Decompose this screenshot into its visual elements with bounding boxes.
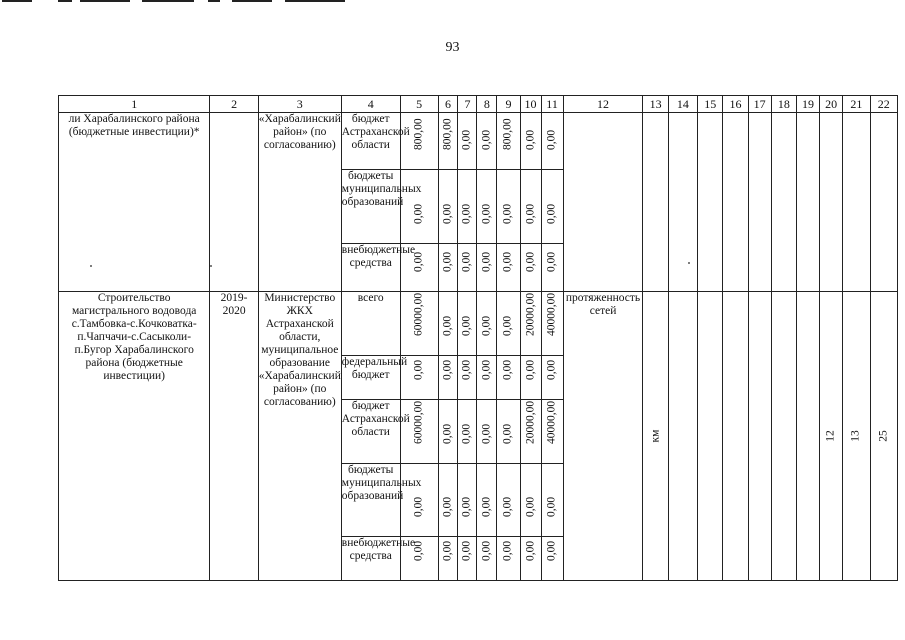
page-number: 93: [445, 40, 460, 55]
cell-value: 0,00: [545, 129, 558, 150]
amount-cell-v5: [400, 356, 438, 400]
empty-cell-12: [563, 113, 643, 292]
header-row: [59, 96, 898, 113]
column-header-5: 5: [400, 96, 438, 113]
cell-value: 0,00: [460, 251, 473, 272]
cell-value: 0,00: [480, 359, 493, 380]
amount-cell-v7: [458, 113, 477, 170]
executor-cell: «Харабалинский район» (по согласованию): [258, 113, 341, 292]
empty-cell-15: [698, 113, 723, 292]
funding-source: бюджеты муниципальных образований: [341, 170, 400, 244]
cell-value: 0,00: [524, 203, 536, 224]
cell-value: 0,00: [501, 496, 514, 517]
amount-cell-v9: [497, 356, 520, 400]
column-header-2: 2: [210, 96, 258, 113]
empty-cell-20: [820, 113, 843, 292]
cell-value: 0,00: [441, 423, 454, 444]
amount-cell-v8: [477, 113, 497, 170]
cell-value: 0,00: [480, 540, 493, 561]
amount-cell-v8: [477, 292, 497, 356]
column-header-20: 20: [820, 96, 843, 113]
amount-cell-v10: [520, 464, 541, 537]
column-header-10: 10: [520, 96, 541, 113]
cell-value: 0,00: [441, 203, 454, 224]
cell-value: 0,00: [524, 129, 536, 150]
amount-cell-v6: [438, 113, 458, 170]
cell-value: 0,00: [524, 496, 536, 517]
cell-value: 0,00: [412, 203, 425, 224]
cell-value: 0,00: [441, 359, 454, 380]
amount-cell-v6: [438, 464, 458, 537]
amount-cell-v7: [458, 170, 477, 244]
cell-value: 0,00: [545, 251, 558, 272]
column-header-19: 19: [796, 96, 819, 113]
cell-value: 0,00: [524, 359, 536, 380]
amount-cell-v6: [438, 244, 458, 292]
funding-source: внебюджетные средства: [341, 537, 400, 581]
cell-value: 40000,00: [545, 292, 558, 336]
cell-value: 0,00: [412, 251, 425, 272]
cell-value: 0,00: [412, 540, 425, 561]
cell-value: км: [649, 429, 662, 443]
amount-cell-v10: [520, 170, 541, 244]
amount-cell-v6: [438, 292, 458, 356]
cell-value: 0,00: [480, 203, 493, 224]
amount-cell-v11: [541, 170, 563, 244]
cell-value: 0,00: [501, 359, 514, 380]
amount-cell-v7: [458, 244, 477, 292]
amount-cell-v11: [541, 464, 563, 537]
scan-speck: [210, 265, 212, 267]
cell-value: 0,00: [441, 496, 454, 517]
object-name: Строительство магистрального водовода с.Тамбовка-с.Кочковатка-п.Чапчачи-с.Сасыколи-п.Бугор Харабалинского района (бюджетные инвестиции): [59, 292, 210, 581]
amount-cell-v6: [438, 400, 458, 464]
cell-value: 0,00: [480, 129, 493, 150]
cell-value: 0,00: [441, 251, 454, 272]
amount-cell-v11: [541, 244, 563, 292]
cell-value: 25: [877, 430, 890, 442]
amount-cell-v10: [520, 356, 541, 400]
amount-cell-v6: [438, 356, 458, 400]
amount-cell-v9: [497, 170, 520, 244]
column-header-16: 16: [723, 96, 748, 113]
cell-value: 0,00: [501, 251, 514, 272]
cell-value: 0,00: [545, 496, 558, 517]
column-header-4: 4: [341, 96, 400, 113]
empty-cell-17: [748, 292, 771, 581]
amount-cell-v6: [438, 170, 458, 244]
amount-cell-v8: [477, 356, 497, 400]
amount-cell-v11: [541, 113, 563, 170]
amount-cell-v10: [520, 537, 541, 581]
amount-cell-v11: [541, 400, 563, 464]
funding-source: бюджет Астраханской области: [341, 400, 400, 464]
cell-value: 800,00: [412, 118, 425, 150]
column-header-13: 13: [643, 96, 668, 113]
cell-value: 0,00: [460, 540, 473, 561]
cell-value: 60000,00: [412, 292, 425, 336]
amount-cell-v11: [541, 537, 563, 581]
column-header-6: 6: [438, 96, 458, 113]
cell-value: 0,00: [501, 540, 514, 561]
empty-cell-18: [771, 292, 796, 581]
cell-value: 0,00: [460, 359, 473, 380]
cell-value: 0,00: [460, 315, 473, 336]
cell-value: 0,00: [524, 540, 536, 561]
value-2019: [820, 292, 843, 581]
cell-value: 0,00: [460, 423, 473, 444]
amount-cell-v5: [400, 400, 438, 464]
amount-cell-v10: [520, 244, 541, 292]
period-cell: [210, 113, 258, 292]
empty-cell-15: [698, 292, 723, 581]
column-header-1: 1: [59, 96, 210, 113]
amount-cell-v8: [477, 244, 497, 292]
table-row: [59, 292, 898, 356]
empty-cell-16: [723, 113, 748, 292]
object-name: ли Харабалинского района (бюджетные инвестиции)*: [59, 113, 210, 292]
column-header-9: 9: [497, 96, 520, 113]
amount-cell-v9: [497, 537, 520, 581]
amount-cell-v11: [541, 292, 563, 356]
amount-cell-v6: [438, 537, 458, 581]
column-header-22: 22: [870, 96, 898, 113]
cell-value: 20000,00: [524, 400, 536, 444]
cell-value: 0,00: [501, 423, 514, 444]
funding-source: бюджет Астраханской области: [341, 113, 400, 170]
cell-value: 0,00: [545, 540, 558, 561]
cell-value: 800,00: [501, 118, 514, 150]
cell-value: 0,00: [460, 129, 473, 150]
cell-value: 13: [849, 430, 862, 442]
cell-value: 0,00: [480, 251, 493, 272]
amount-cell-v5: [400, 464, 438, 537]
cell-value: 20000,00: [524, 292, 536, 336]
empty-cell-14: [668, 292, 697, 581]
amount-cell-v10: [520, 113, 541, 170]
column-header-11: 11: [541, 96, 563, 113]
cell-value: 0,00: [524, 251, 536, 272]
column-header-7: 7: [458, 96, 477, 113]
funding-source: федеральный бюджет: [341, 356, 400, 400]
amount-cell-v9: [497, 400, 520, 464]
cell-value: 0,00: [441, 540, 454, 561]
amount-cell-v7: [458, 464, 477, 537]
amount-cell-v5: [400, 537, 438, 581]
scan-speck: [90, 265, 92, 267]
cell-value: 12: [824, 430, 837, 442]
budget-table: [58, 95, 898, 581]
column-header-18: 18: [771, 96, 796, 113]
empty-cell-22: [870, 113, 898, 292]
cell-value: 0,00: [412, 496, 425, 517]
amount-cell-v8: [477, 464, 497, 537]
cell-value: 0,00: [460, 496, 473, 517]
amount-cell-v10: [520, 400, 541, 464]
column-header-15: 15: [698, 96, 723, 113]
scan-top-artifact: [0, 0, 360, 8]
value-2020: [843, 292, 870, 581]
amount-cell-v9: [497, 464, 520, 537]
period-cell: 2019-2020: [210, 292, 258, 581]
amount-cell-v5: [400, 244, 438, 292]
amount-cell-v8: [477, 170, 497, 244]
indicator-cell: протяженность сетей: [563, 292, 643, 581]
cell-value: 0,00: [545, 203, 558, 224]
funding-source: бюджеты муниципальных образований: [341, 464, 400, 537]
funding-source: внебюджетные средства: [341, 244, 400, 292]
column-header-8: 8: [477, 96, 497, 113]
cell-value: 0,00: [441, 315, 454, 336]
amount-cell-v8: [477, 400, 497, 464]
empty-cell-13: [643, 113, 668, 292]
cell-value: 0,00: [480, 315, 493, 336]
cell-value: 0,00: [501, 203, 514, 224]
scan-speck: [688, 262, 690, 264]
empty-cell-19: [796, 292, 819, 581]
empty-cell-21: [843, 113, 870, 292]
empty-cell-17: [748, 113, 771, 292]
cell-value: 0,00: [460, 203, 473, 224]
amount-cell-v9: [497, 292, 520, 356]
empty-cell-14: [668, 113, 697, 292]
value-total: [870, 292, 898, 581]
amount-cell-v10: [520, 292, 541, 356]
amount-cell-v8: [477, 537, 497, 581]
amount-cell-v11: [541, 356, 563, 400]
amount-cell-v5: [400, 170, 438, 244]
cell-value: 60000,00: [412, 400, 425, 444]
cell-value: 800,00: [441, 118, 454, 150]
amount-cell-v5: [400, 113, 438, 170]
column-header-21: 21: [843, 96, 870, 113]
amount-cell-v7: [458, 400, 477, 464]
empty-cell-19: [796, 113, 819, 292]
amount-cell-v7: [458, 356, 477, 400]
empty-cell-16: [723, 292, 748, 581]
amount-cell-v5: [400, 292, 438, 356]
cell-value: 0,00: [480, 423, 493, 444]
cell-value: 0,00: [545, 359, 558, 380]
table-row: [59, 113, 898, 170]
cell-value: 40000,00: [545, 400, 558, 444]
unit-cell: [643, 292, 668, 581]
column-header-12: 12: [563, 96, 643, 113]
funding-source: всего: [341, 292, 400, 356]
column-header-17: 17: [748, 96, 771, 113]
column-header-14: 14: [668, 96, 697, 113]
amount-cell-v9: [497, 244, 520, 292]
cell-value: 0,00: [501, 315, 514, 336]
column-header-3: 3: [258, 96, 341, 113]
amount-cell-v7: [458, 537, 477, 581]
empty-cell-18: [771, 113, 796, 292]
cell-value: 0,00: [412, 359, 425, 380]
amount-cell-v9: [497, 113, 520, 170]
executor-cell: Министерство ЖКХ Астраханской области, муниципальное образование «Харабалинский район» (по согласованию): [258, 292, 341, 581]
cell-value: 0,00: [480, 496, 493, 517]
amount-cell-v7: [458, 292, 477, 356]
